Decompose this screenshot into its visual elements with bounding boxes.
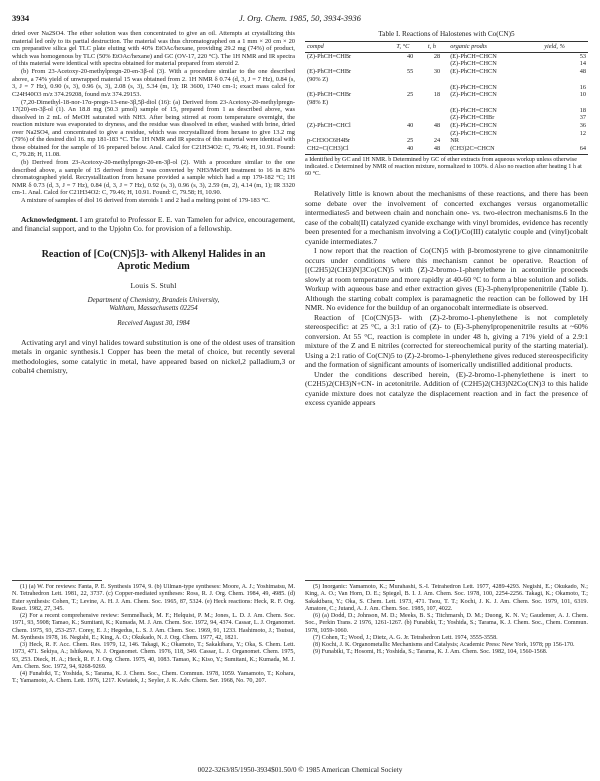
acknowledgment [12,215,295,233]
temp-cell [394,99,425,107]
yield-cell [542,76,588,84]
time-cell [426,99,448,107]
compd-cell: (98% E) [307,98,329,106]
footnote: (2) For a recent comprehensive review: Semmelhack, M. F.; Helquist, P. M.; Jones, L. D. J. Am. Chem. Soc. 1971, 93, 5908; Tamao, K.; Sumitani, K.; Kumada, M. J. Am. Chem. Soc. 1972, 94, 4374. Cassar, L. J. Organomet. Chem. 1975, 93, 253-257. Corey, E. J.; Hegedus, L. S. J. Am. Chem. Soc. 1969, 91, 1233. Hashimoto, J.; Tsutsui, M. Synthesis 1978, 16. Negishi, E.; King, A. O.; Okukado, N. J. Org. Chem. 1977, 42, 1821. [12,613,295,641]
time-cell [426,60,448,68]
temp-cell: 55 [406,68,414,76]
compd-cell: (E)-PhCH=CHBr [307,91,352,99]
experimental-paragraph: (7,20-Dimethyl-18-nor-17α-pregn-13-ene-3β,5β-diol (16): (a) Derived from 23-Acetoxy-20-methylpregn-17(20)-en-3β-ol (1). An 18.8 mg (50.3 µmol) sample of 15, prepared from 1 as described above, was dissolved in 2 mL of MeOH saturated with NH3. After being stirred at room temperature overnight, the reaction mixture was evaporated to dryness, and the residue was dissolved in ether, washed with brine, dried over Na2SO4, and concentrated to give a residue, which was recrystallized from hexane to give 13.2 mg (79%) of the desired diol 16. mp 181-183 °C. The 1H NMR and IR spectra of this material were identical with those obtained for the sample of 16 prepared below. Anal. Calcd for C21H34O2: C, 79.46; H, 10.91. Found: C, 79.28; H, 11.08. [12,98,295,158]
time-cell: 48 [426,145,448,154]
yield-cell: 36 [579,122,586,130]
time-cell [426,114,448,122]
table-footnote: a Identified by GC and 1H NMR. b Determined by GC of ether extracts from aqueous workup unless otherwise indicated. c Determined by NMR of reaction mixture, normalized to 100%. d Also no reaction after heating 1 h at 60 °C. [305,156,582,178]
acknowledgment-heading: Acknowledgment. [21,214,78,224]
experimental-paragraph: A mixture of samples of diol 16 derived from steroids 1 and 2 had a melting point of 179-183 °C. [21,197,270,204]
footnote-divider [12,580,102,581]
product-cell: (E)-PhCH=CHCN [450,106,497,114]
product-cell: (Z)-PhCH=CHCN [450,60,497,68]
table-row [305,130,588,138]
body-paragraph: Relatively little is known about the mechanisms of these reactions, and there has been some debate over the involvement of concerted exchanges versus organometallic intermediates5 and between chain and nonchain one- vs. two-electron mechanisms.6 In the case of the cobalt(II) catalyzed cyanide exchange with vinyl bromides, evidence has recently been presented for a mechanism involving a Co(I)/Co(III) catalytic couple and (vinyl)cobalt cyanide intermediates.7 [305,189,588,246]
time-cell: 18 [433,91,441,99]
product-cell: (E)-PhCH=CHCN [450,68,497,76]
time-cell: 30 [433,68,441,76]
compd-cell: (Z)-PhCH=CHCl [307,122,351,130]
table-row [305,84,588,92]
body-paragraph: Under the conditions described herein, (E)-2-bromo-1-phenylethene is inert to (C2H5)2(CH3)N+CN- in acetonitrile. Addition of (C2H5)2(CH3)N2Co(CN)3 to this halide cyanide mixture does not catalyze the displacement reaction and in fact the presence of excess cyanide appears [305,369,588,408]
footnote: (5) Inorganic: Yamamoto, K.; Murahashi, S.-I. Tetrahedron Lett. 1977, 4289-4293. Negishi, E.; Okukado, N.; King, A. O.; Van Horn, D. E.; Spiegel, B. I. J. Am. Chem. Soc. 1978, 100, 2254-2256. Takagi, K.; Okamoto, T.; Sakakibara, Y.; Oka, S. Chem. Lett. 1973, 471. Tsou, T. T.; Kochi, J. K. J. Am. Chem. Soc. 1979, 101, 6319. Amatore, C.; Jutand, A. J. Am. Chem. Soc. 1985, 107, 4022. [305,584,588,612]
temp-cell [394,84,425,92]
left-column [12,30,295,578]
footnote: (8) Kochi, J. K. Organometallic Mechanisms and Catalysis; Academic Press: New York, 1978; pp 156-170. [313,642,575,648]
compd-cell: (E)-PhCH=CHBr [307,68,352,76]
table-row [305,122,588,130]
temp-cell [394,60,425,68]
table-row [305,114,588,122]
column-header: yield, % [542,42,588,53]
right-column [305,30,588,578]
experimental-paragraph: (b) From 23-Acetoxy-20-methylpregn-20-en-3β-ol (3). With a procedure similar to the one described above, a 74% yield of unwrapped material 15 was obtained from 2. 1H NMR δ 0.74 (d, 3, J = 7 Hz), 0.84 (s, 3, J = 7 Hz), 0.90 (s, 3), 0.96 (s, 3), 2.08 (s, 3), 5.34 (m, 1); IR 3600, 1740 cm-1; exact mass calcd for C24H40O3 m/z 374.29208, found m/z 374.29153. [12,68,295,98]
acknowledgment-text: I am grateful to Professor E. E. van Tamelen for advice, encouragement, and financial support, and to the Upjohn Co. for provision of a fellowship. [12,214,295,233]
table-title: Table I. Reactions of Halostenes with Co(CN)5 [378,30,515,38]
product-cell: (Z)-PhCH=CHCN [450,91,497,99]
table-row [305,137,588,145]
footnotes-right [305,584,588,760]
compd-cell: p-CH3OC6H4Br [307,137,351,145]
product-cell: (Z)-PhCH=CHCN [450,129,497,137]
temp-cell: 40 [394,145,425,154]
table-row [305,60,588,68]
affiliation-line: Waltham, Massachusetts 02254 [109,304,198,313]
table-row [305,99,588,107]
compd-cell [305,130,394,138]
product-cell: (Z)-PhCH=CHBr [450,114,495,122]
journal-citation: J. Org. Chem. 1985, 50, 3934-3936 [239,13,361,23]
temp-cell: 40 [406,52,414,60]
intro-paragraph: Activating aryl and vinyl halides toward substitution is one of the oldest uses of transition metals in organic synthesis.1 Copper has been the metal of choice, but recently several methodologies, some catalytic in metal, have appeared based on nickel,2 palladium,3 or cobalt4 chemistry, [12,337,295,376]
article-title: Reaction of [Co(CN)5]3- with Alkenyl Halides in an Aprotic Medium [41,248,266,273]
compd-cell: (Z)-PhCH=CHBr [307,52,352,60]
compd-cell [305,107,394,115]
footnote: (3) Heck, R. F. Acc. Chem. Res. 1979, 12, 146. Takagi, K.; Okamoto, T.; Sakakibara, Y.; Oka, S. Chem. Lett. 1973, 471. Sekiya, A.; Ishikawa, N. J. Organomet. Chem. 1976, 118, 349. Cassar, L. J. Organomet. Chem. 1975, 93, 253. Dieck, H. A.; Heck, R. F. J. Org. Chem. 1975, 40, 1083. Tamao, K.; Kiso, Y.; Sumitani, K.; Kumada, M. J. Am. Chem. Soc. 1972, 94, 9268-9269. [12,642,295,670]
compd-cell [305,60,394,68]
compd-cell [305,84,394,92]
table-row [305,107,588,115]
time-cell: 28 [433,52,441,60]
table-row [305,91,588,99]
author-name: Louis S. Stuhl [130,280,177,290]
footnotes-left [12,584,295,760]
product-cell: (E)-PhCH=CHCN [450,83,497,91]
affiliation-line: Department of Chemistry, Brandeis University, [87,295,220,304]
yield-cell: 53 [579,52,586,60]
column-header: compd [305,42,394,53]
yield-cell [542,99,588,107]
table-header-row [305,42,588,53]
yield-cell: 48 [579,68,586,76]
temp-cell [394,76,425,84]
author-affiliation [12,296,295,313]
yield-cell: 18 [579,106,586,114]
compd-cell [305,114,394,122]
footnote-divider [305,580,395,581]
column-header: t, h [426,42,448,53]
product-cell: (CH3)2C=CHCN [448,145,542,154]
footnote: (4) Funabiki, T.; Yoshida, S.; Tarama, K. J. Chem. Soc., Chem. Commun. 1978, 1059. Yamamoto, T.; Kohara, T.; Yamamoto, A. Chem. Lett. 1976, 1217. Kwiatek, J.; Seyler, J. K. Adv. Chem. Ser. 1968, No. 70, 207. [12,671,295,685]
footnote: (9) Funabiki, T.; Hosomi, H.; Yoshida, S.; Tarama, K. J. Am. Chem. Soc. 1982, 104, 1560-1568. [313,649,548,656]
product-cell: NR [450,137,459,145]
page-header [12,13,588,25]
product-cell: (E)-PhCH=CHCN [450,52,497,60]
body-paragraph: Reaction of [Co(CN)5]3- with (Z)-2-bromo-1-phenylethene is not completely stereospecific: at 25 °C, a 3:1 ratio of (Z)- to (E)-3-phenylpropenenitrile results at ~60% conversion. At 55 °C, reaction is complete in under 48 h, giving a 71% yield of a 2.9:1 mixture of the Z and E nitriles (corrected for stereochemical purity of the starting material). Using a 2:1 ratio of Co(CN)5 to (Z)-2-bromo-1-phenylethene gives reduced stereospecificity and the formation of significant amounts of isomerically undistilled additional products. [305,312,588,370]
yield-cell: 64 [542,145,588,154]
yield-cell: 37 [579,114,586,122]
yield-cell: 16 [579,83,586,91]
time-cell: 48 [433,122,441,130]
page-number: 3934 [12,13,30,23]
temp-cell: 25 [406,137,414,145]
time-cell [426,130,448,138]
table-row [305,145,588,154]
table-row [305,76,588,84]
time-cell [426,76,448,84]
body-paragraph: I now report that the reaction of Co(CN)5 with β-bromostyrene to give cinnamonitrile occurs under conditions where this mechanism cannot be operative. Reaction of [(C2H5)2(CH3)N]3Co(CN)5 with (Z)-2-bromo-1-phenylethene in acetonitrile proceeds slowly at room temperature and more rapidly at 40-60 °C to form a blue solution and solids. Workup with aqueous base and ether extraction gives (E)-3-phenylpropenenitrile (Table I). Although the starting cobalt complex is paramagnetic the reaction can be followed by 1H NMR. No evidence for the buildup of an organocobalt intermediate is observed. [305,246,588,313]
column-header: T, °C [394,42,425,53]
yield-cell: 10 [579,91,586,99]
product-cell [448,99,542,107]
compd-cell: (90% Z) [307,75,329,83]
temp-cell [394,107,425,115]
time-cell: 24 [433,137,441,145]
experimental-paragraph: (b) Derived from 23-Acetoxy-20-methylpregn-20-en-3β-ol (2). With a procedure similar to the one described above, a sample of 15 derived from 2 was converted by NH3/MeOH treatment to 16 in 82% chromatographed yield. Recrystallization from hexane provided a sample which had a mp 179-182 °C; 1H NMR δ 0.73 (d, 3, J = 7 Hz), 0.84 (d, 3, J = 7 Hz), 0.92 (s, 3), 0.96 (s, 3), 2.59 (m, 2), 4.14 (m, 1); IR 3320 cm-1. Anal. Calcd for C21H34O2: C, 79.46; H, 10.91. Found: C, 79.58; H, 10.90. [12,159,295,196]
table-row [305,52,588,60]
temp-cell: 25 [406,91,414,99]
yield-cell [542,137,588,145]
experimental-paragraph: dried over Na2SO4. The ether solution was then concentrated to give an oil. Attempts at crystallizing this material led only to its partial destruction. The material was thus chromatographed on a 1 mm × 20 cm × 20 cm preparative silica gel TLC plate eluting with 40% EtOAc/hexane, providing 29.2 mg (74%) of product, which was homogenous by TLC (50% EtOAc/hexane) and GC (OV-17, 220 °C). The 1H NMR and IR spectra of this material were identical with spectra obtained for material prepared from steroid 2. [12,30,295,67]
yield-cell: 14 [579,60,586,68]
reaction-table [305,41,588,155]
temp-cell: 40 [406,122,414,130]
right-body-text [305,189,588,408]
product-cell [448,76,542,84]
table-row [305,68,588,76]
compd-cell: CH2=C(CH3)Cl [305,145,394,154]
table-footnotes [305,157,588,179]
yield-cell: 12 [579,129,586,137]
copyright-footer: 0022-3263/85/1950-3934$01.50/0 © 1985 American Chemical Society [197,766,403,774]
temp-cell [394,130,425,138]
product-cell: (E)-PhCH=CHCN [450,122,497,130]
footnote: (1) (a) W. For reviews: Fanta, P. E. Synthesis 1974, 9. (b) Ullman-type syntheses: Moore, A. J.; Yoshimatsu, M. N. Tetrahedron Lett. 1981, 22, 3737. (c) Copper-mediated syntheses: Ross, R. J. Org. Chem. 1984, 49, 4985. (d) Ester synthesis: Cohen, T.; Levine, A. H. J. Am. Chem. Soc. 1965, 87, 5324. (e) Heck reactions: Heck, R. F. Org. React. 1982, 27, 345. [12,584,295,612]
column-header: organic prodts [448,42,542,53]
footnote: (6) (a) Dodd, D.; Johnson, M. D.; Meeks, B. S.; Titchmarsh, D. M.; Duong, K. N. V.; Gaudemer, A. J. Chem. Soc., Perkin Trans. 2 1976, 1261-1267. (b) Funabiki, T.; Yoshida, S.; Tarama, K. J. Chem. Soc., Chem. Commun. 1978, 1059-1060. [305,613,588,634]
time-cell [426,107,448,115]
article-intro [12,338,295,376]
received-date: Received August 30, 1984 [117,318,190,327]
footnote: (7) Cohen, T.; Wood, J.; Dietz, A. G. Jr. Tetrahedron Lett. 1974, 3555-3558. [313,634,498,641]
time-cell [426,84,448,92]
temp-cell [394,114,425,122]
